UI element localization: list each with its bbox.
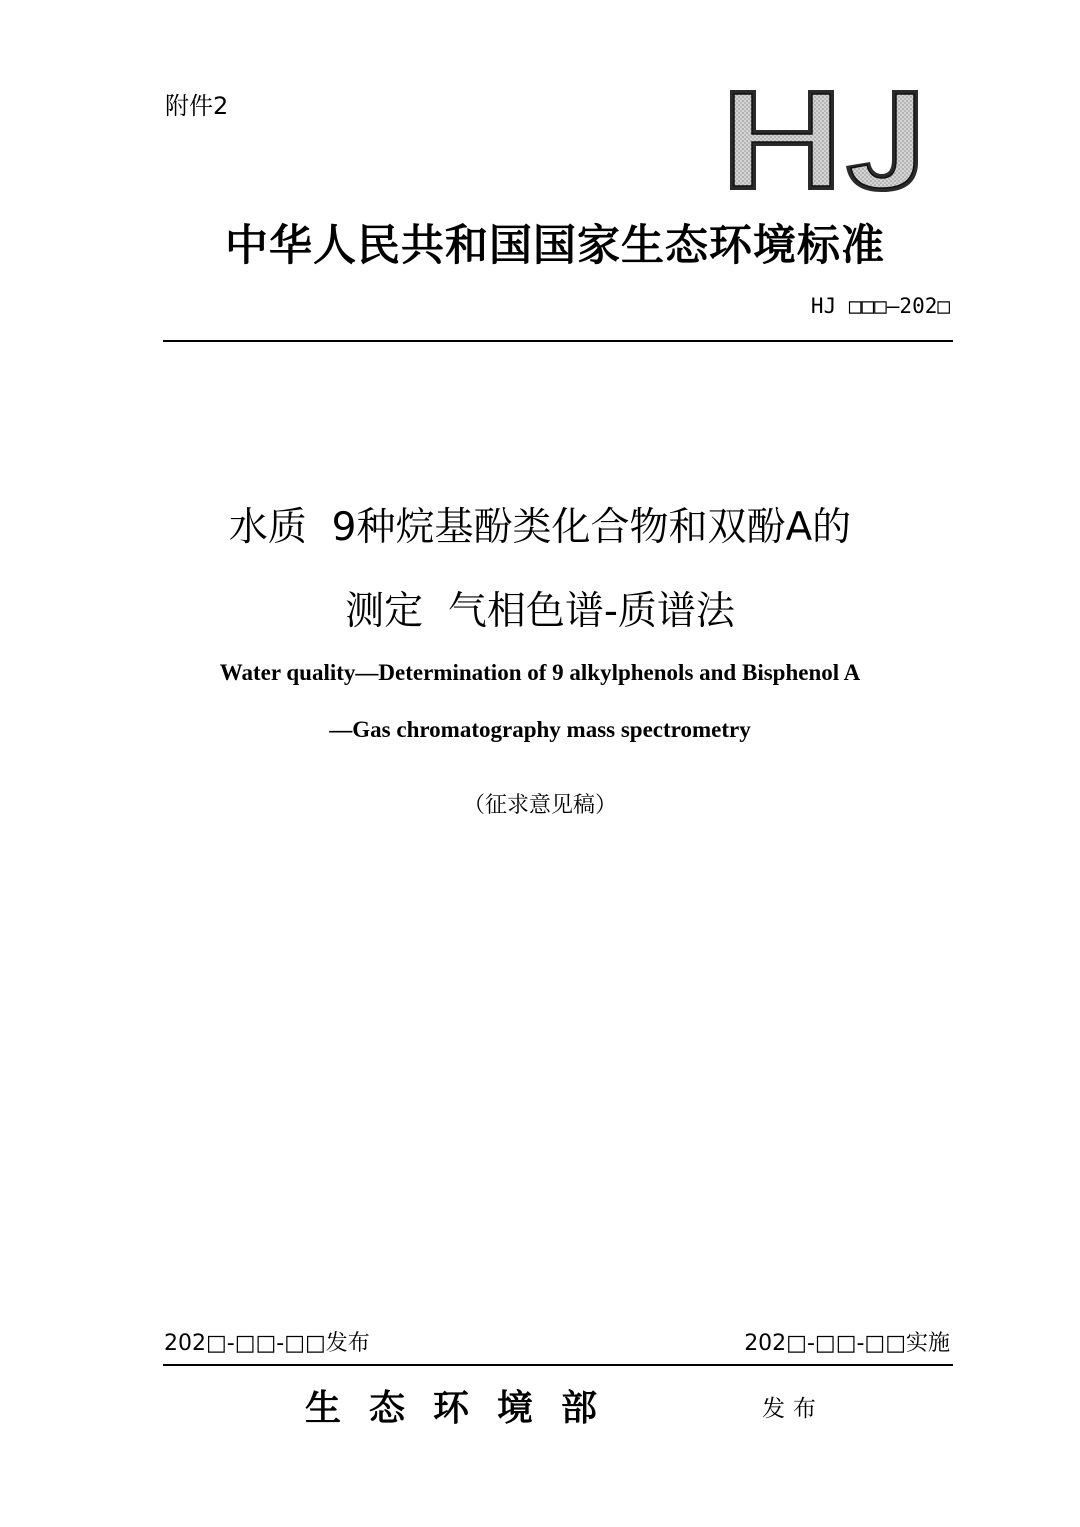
title-zh-line2: 测定 气相色谱-质谱法 [345,589,735,634]
hj-logo [722,84,927,196]
title-en-line2: —Gas chromatography mass spectrometry [329,717,751,742]
top-divider [163,340,953,342]
publish-word: 发布 [762,1396,824,1422]
release-date: 202□-□□-□□发布 [164,1331,370,1356]
title-en-line1: Water quality—Determination of 9 alkylphenols and Bisphenol A [219,660,861,685]
effective-date: 202□-□□-□□实施 [744,1331,950,1356]
attachment-label: 附件2 [165,92,229,120]
draft-status: （征求意见稿） [462,793,617,818]
standard-category-title: 中华人民共和国国家生态环境标准 [225,221,885,271]
standard-number: HJ □□□—202□ [810,294,950,318]
bottom-divider [163,1364,953,1366]
title-zh-line1: 水质 9种烷基酚类化合物和双酚A的 [228,505,852,550]
publisher-name: 生态环境部 [305,1387,626,1429]
